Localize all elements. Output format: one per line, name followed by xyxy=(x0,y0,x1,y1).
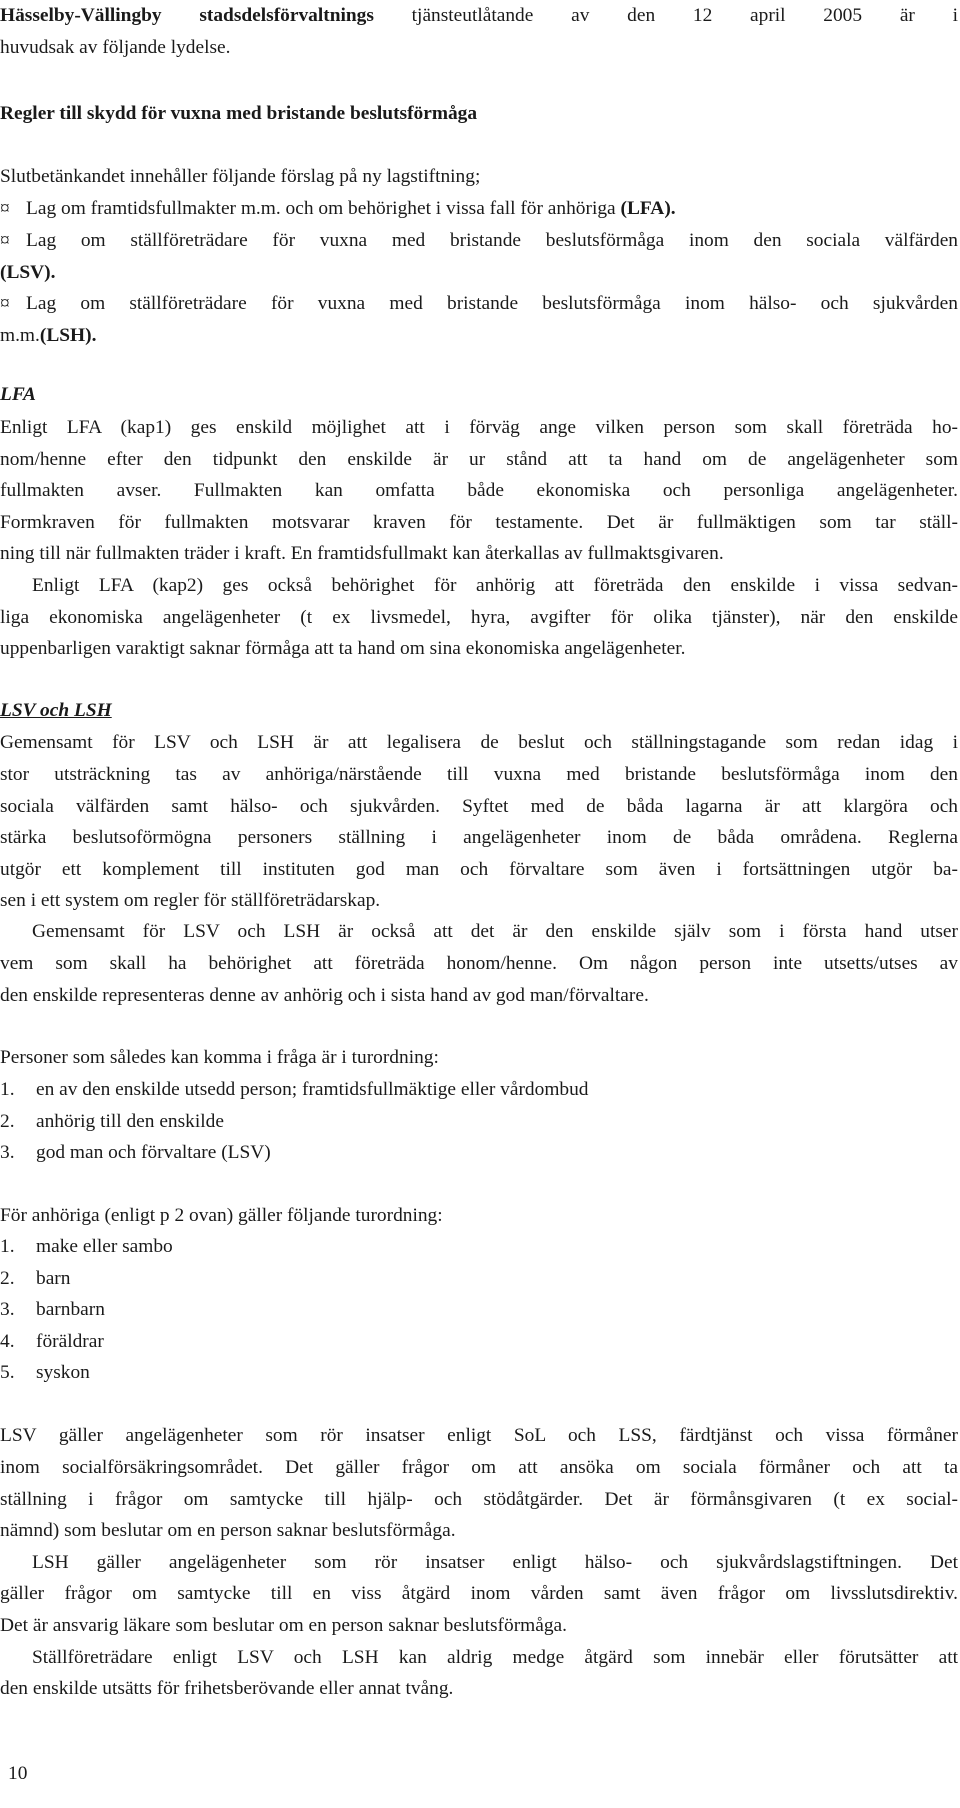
list-item xyxy=(0,1332,104,1351)
proposal-lfa xyxy=(0,199,676,218)
proposal-lsv-abbr: (LSV). xyxy=(0,262,56,283)
lsv-lsh-line: stor utsträckning tas av anhöriga/närstående till vuxna med bristande beslutsförmåga inom den xyxy=(0,764,958,785)
list-item xyxy=(0,1269,70,1288)
closing-line: gäller frågor om samtycke till en viss åtgärd inom vården samt även frågor om livsslutsdirektiv. xyxy=(0,1583,958,1604)
intro-line-2: huvudsak av följande lydelse. xyxy=(0,37,231,58)
list-item-number: 5. xyxy=(0,1362,15,1383)
lfa-line: liga ekonomiska angelägenheter (t ex livsmedel, hyra, avgifter för olika tjänster), när den enskilde xyxy=(0,607,958,628)
lead-text: Slutbetänkandet innehåller följande förslag på ny lagstiftning; xyxy=(0,166,481,187)
organization-name: Hässelby-Vällingby stadsdelsförvaltnings xyxy=(0,5,374,26)
list-item-number: 4. xyxy=(0,1331,15,1352)
lsv-lsh-line: den enskilde representeras denne av anhörig och i sista hand av god man/förvaltare. xyxy=(0,985,649,1006)
intro-line-1 xyxy=(0,6,958,25)
list-item-text: syskon xyxy=(36,1362,90,1383)
list-item-text: make eller sambo xyxy=(36,1236,173,1257)
lfa-line: ning till när fullmakten träder i kraft. En framtidsfullmakt kan återkallas av fullmaktsgivaren. xyxy=(0,543,724,564)
intro-line-1-rest: tjänsteutlåtande av den 12 april 2005 är i xyxy=(373,5,959,26)
proposal-lfa-text: Lag om framtidsfullmakter m.m. och om behörighet i vissa fall för anhöriga xyxy=(26,198,616,219)
proposal-lsh xyxy=(0,294,958,313)
lfa-heading: LFA xyxy=(0,384,36,405)
relatives-list-intro: För anhöriga (enligt p 2 ovan) gäller följande turordning: xyxy=(0,1205,443,1226)
proposal-lsh-text: Lag om ställföreträdare för vuxna med bristande beslutsförmåga inom hälso- och sjukvården xyxy=(26,293,958,314)
closing-line: nämnd) som beslutar om en person saknar beslutsförmåga. xyxy=(0,1520,456,1541)
proposal-lsv-text: Lag om ställföreträdare för vuxna med bristande beslutsförmåga inom den sociala välfärden xyxy=(26,230,958,251)
lsv-lsh-heading: LSV och LSH xyxy=(0,700,112,721)
list-item xyxy=(0,1080,588,1099)
closing-line: inom socialförsäkringsområdet. Det gäller frågor om att ansöka om sociala förmåner och att ta xyxy=(0,1457,958,1478)
list-item xyxy=(0,1143,271,1162)
lfa-line: Enligt LFA (kap2) ges också behörighet för anhörig att företräda den enskilde i vissa sedvan- xyxy=(32,575,958,596)
list-item-text: anhörig till den enskilde xyxy=(36,1111,224,1132)
page-number: 10 xyxy=(8,1763,28,1784)
lsv-lsh-line: Gemensamt för LSV och LSH är också att det är den enskilde själv som i första hand utser xyxy=(32,921,958,942)
proposal-lfa-abbr: (LFA). xyxy=(620,198,676,219)
lfa-line: Enligt LFA (kap1) ges enskild möjlighet att i förväg ange vilken person som skall företräda ho- xyxy=(0,417,958,438)
list-item xyxy=(0,1300,105,1319)
closing-line: ställning i frågor om samtycke till hjälp- och stödåtgärder. Det är förmånsgivaren (t ex social- xyxy=(0,1489,958,1510)
list-item-number: 3. xyxy=(0,1142,15,1163)
proposal-lsv xyxy=(0,231,958,250)
list-item-text: god man och förvaltare (LSV) xyxy=(36,1142,271,1163)
lfa-line: nom/henne efter den tidpunkt den enskilde är ur stånd att ta hand om de angelägenheter som xyxy=(0,449,958,470)
closing-line: Det är ansvarig läkare som beslutar om en person saknar beslutsförmåga. xyxy=(0,1615,567,1636)
bullet-icon: ¤ xyxy=(0,198,10,219)
lsv-lsh-line: stärka beslutsoförmögna personers ställning i angelägenheter inom de båda områdena. Reglerna xyxy=(0,827,958,848)
lsv-lsh-line: sociala välfärden samt hälso- och sjukvården. Syftet med de båda lagarna är att klargöra och xyxy=(0,796,958,817)
closing-line: LSV gäller angelägenheter som rör insatser enligt SoL och LSS, färdtjänst och vissa förmåner xyxy=(0,1425,958,1446)
proposal-lsh-pre: m.m. xyxy=(0,325,40,346)
lsv-lsh-line: utgör ett komplement till instituten god man och förvaltare som även i fortsättningen utgör ba- xyxy=(0,859,958,880)
closing-line: den enskilde utsätts för frihetsberövande eller annat tvång. xyxy=(0,1678,454,1699)
list-item-number: 1. xyxy=(0,1236,15,1257)
lsv-lsh-line: Gemensamt för LSV och LSH är att legalisera de beslut och ställningstagande som redan idag i xyxy=(0,732,958,753)
list-item-number: 2. xyxy=(0,1111,15,1132)
bullet-icon: ¤ xyxy=(0,230,10,251)
lsv-lsh-line: vem som skall ha behörighet att företräda honom/henne. Om någon person inte utsetts/utses av xyxy=(0,953,958,974)
main-heading: Regler till skydd för vuxna med bristande beslutsförmåga xyxy=(0,103,478,124)
proposal-lsh-abbr: (LSH). xyxy=(39,325,97,346)
list-item xyxy=(0,1363,90,1382)
proposal-lsh-line-2 xyxy=(0,326,96,345)
list-item-number: 3. xyxy=(0,1299,15,1320)
list-item xyxy=(0,1112,224,1131)
order-list-intro: Personer som således kan komma i fråga är i turordning: xyxy=(0,1047,439,1068)
list-item-text: föräldrar xyxy=(36,1331,104,1352)
lfa-line: fullmakten avser. Fullmakten kan omfatta både ekonomiska och personliga angelägenheter. xyxy=(0,480,958,501)
closing-line: Ställföreträdare enligt LSV och LSH kan aldrig medge åtgärd som innebär eller förutsätter att xyxy=(32,1647,958,1668)
bullet-icon: ¤ xyxy=(0,293,10,314)
list-item-number: 1. xyxy=(0,1079,15,1100)
lfa-line: uppenbarligen varaktigt saknar förmåga att ta hand om sina ekonomiska angelägenheter. xyxy=(0,638,686,659)
list-item-text: en av den enskilde utsedd person; framtidsfullmäktige eller vårdombud xyxy=(36,1079,589,1100)
lfa-line: Formkraven för fullmakten motsvarar kraven för testamente. Det är fullmäktigen som tar ställ- xyxy=(0,512,958,533)
lsv-lsh-line: sen i ett system om regler för ställföreträdarskap. xyxy=(0,890,381,911)
closing-line: LSH gäller angelägenheter som rör insatser enligt hälso- och sjukvårdslagstiftningen. Det xyxy=(32,1552,958,1573)
list-item-text: barnbarn xyxy=(36,1299,105,1320)
list-item-text: barn xyxy=(36,1268,71,1289)
list-item-number: 2. xyxy=(0,1268,15,1289)
list-item xyxy=(0,1237,173,1256)
